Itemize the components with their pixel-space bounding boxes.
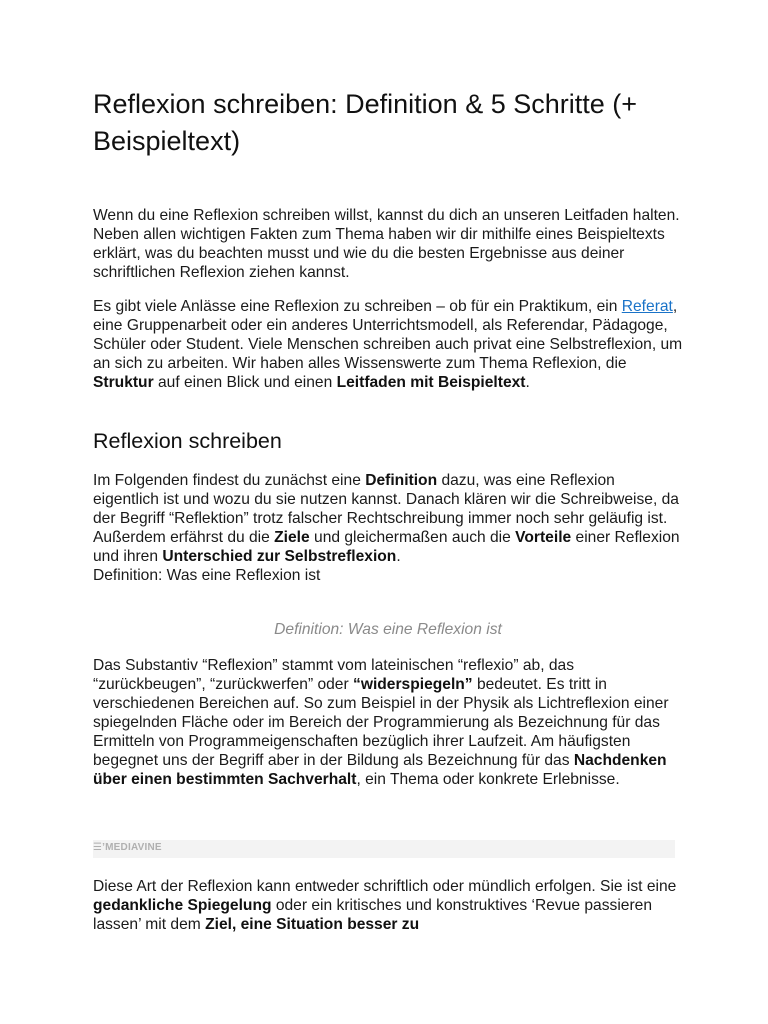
bold-leitfaden: Leitfaden mit Beispieltext — [336, 374, 526, 391]
bold-widerspiegeln: “widerspiegeln” — [353, 676, 473, 693]
text-span: . — [525, 374, 530, 391]
text-span: . — [396, 548, 401, 565]
text-span: Im Folgenden findest du zunächst eine — [93, 472, 366, 489]
text-span: Es gibt viele Anlässe eine Reflexion zu schreiben – ob für ein Praktikum, ein — [93, 298, 622, 315]
definition-subheading: Definition: Was eine Reflexion ist — [93, 567, 321, 584]
referat-link[interactable]: Referat — [621, 298, 673, 315]
overview-paragraph — [93, 471, 683, 585]
text-span: Das Substantiv “Reflexion” stammt vom lateinischen “reflexio” ab, das “zurückbeugen”, “zurückwerfen” oder — [93, 657, 575, 693]
text-span: , ein Thema oder konkrete Erlebnisse. — [356, 771, 620, 788]
page-title: Reflexion schreiben: Definition & 5 Schritte (+ Beispieltext) — [93, 89, 638, 156]
text-span: oder ein kritisches und konstruktives ‘Revue passieren lassen’ mit dem — [93, 897, 653, 933]
forms-paragraph — [93, 877, 683, 934]
text-span: dazu, was eine Reflexion eigentlich ist und wozu du sie nutzen kannst. Danach klären wir die Schreibweise, da der Begriff “Reflektion” trotz falscher Rechtschreibung immer noch sehr geläufig ist. Außerdem erfährst du die — [93, 472, 679, 546]
section-heading: Reflexion schreiben — [93, 429, 282, 453]
occasions-paragraph — [93, 297, 683, 392]
text-span: einer Reflexion und ihren — [93, 529, 680, 565]
bold-vorteile: Vorteile — [515, 529, 572, 546]
text-span: auf einen Blick und einen — [153, 374, 337, 391]
mediavine-logo — [93, 841, 162, 855]
text-span: bedeutet. Es tritt in verschiedenen Bereichen auf. So zum Beispiel in der Physik als Lichtreflexion einer spiegelnden Fläche oder im Bereich der Programmierung als Bezeichnung für das Ermitteln von Programmeigenschaften bezüglich ihrer Laufzeit. Am häufigsten begegnet uns der Begriff aber in der Bildung als Bezeichnung für das — [93, 676, 669, 769]
bold-definition: Definition — [365, 472, 438, 489]
bold-struktur: Struktur — [93, 374, 154, 391]
mediavine-logo-mark: ☰’ — [93, 842, 106, 853]
text-span: , eine Gruppenarbeit oder ein anderes Unterrichtsmodell, als Referendar, Pädagoge, Schüler oder Student. Viele Menschen schreiben auch privat eine Selbstreflexion, um an sich zu arbeiten. Wir haben alles Wissenswerte zum Thema Reflexion, die — [93, 298, 683, 372]
mediavine-logo-text: MEDIAVINE — [105, 842, 162, 853]
definition-paragraph — [93, 656, 683, 789]
image-caption: Definition: Was eine Reflexion ist — [274, 621, 502, 638]
bold-ziel: Ziel, eine Situation besser zu — [205, 916, 420, 933]
text-span: und gleichermaßen auch die — [309, 529, 516, 546]
bold-ziele: Ziele — [274, 529, 310, 546]
bold-unterschied: Unterschied zur Selbstreflexion — [162, 548, 397, 565]
text-span: Diese Art der Reflexion kann entweder schriftlich oder mündlich erfolgen. Sie ist eine — [93, 878, 677, 895]
bold-nachdenken: Nachdenken über einen bestimmten Sachverhalt — [93, 752, 667, 788]
ad-banner[interactable] — [93, 840, 675, 858]
bold-spiegelung: gedankliche Spiegelung — [93, 897, 272, 914]
intro-paragraph: Wenn du eine Reflexion schreiben willst, kannst du dich an unseren Leitfaden halten. Neben allen wichtigen Fakten zum Thema haben wir dir mithilfe eines Beispieltexts erklärt, was du beachten musst und wie du die besten Ergebnisse aus deiner schriftlichen Reflexion ziehen kannst. — [93, 207, 680, 281]
